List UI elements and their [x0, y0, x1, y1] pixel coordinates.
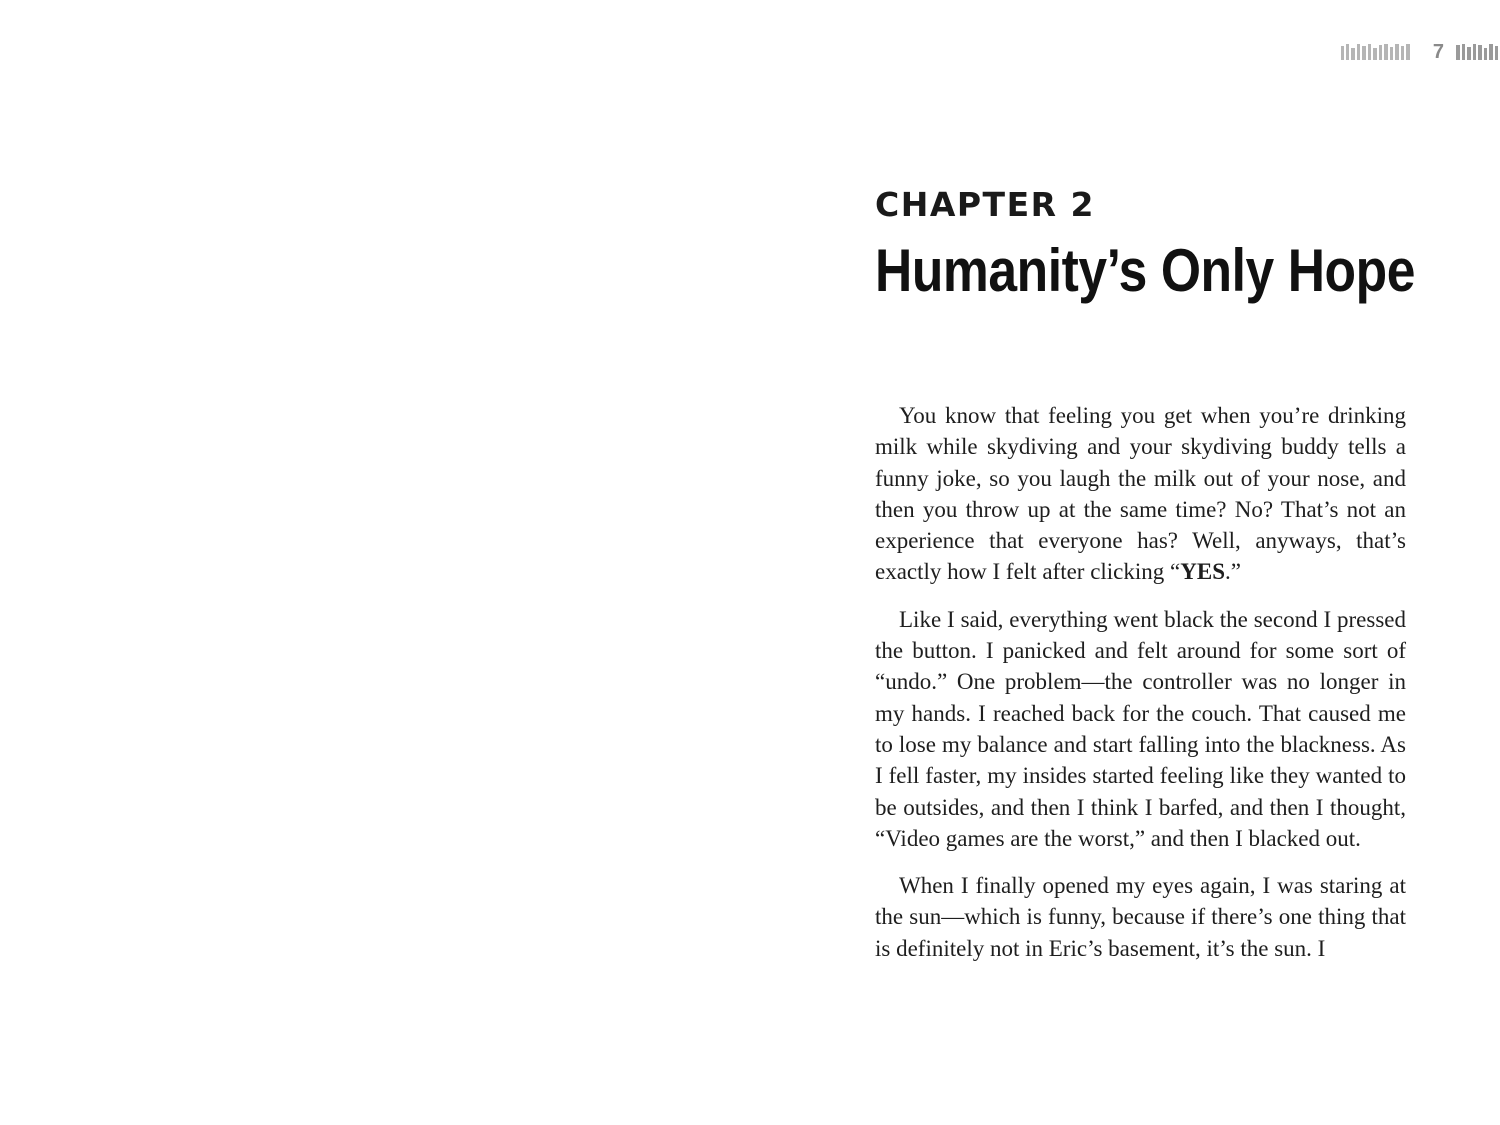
running-head-suffix-logo — [1456, 42, 1500, 62]
chapter-title: Humanity’s Only Hope — [875, 237, 1415, 304]
running-head — [1341, 40, 1500, 64]
paragraph-1-text: You know that feeling you get when you’re drinking milk while skydiving and your skydiving buddy tells a funny joke, so you laugh the milk out of your nose, and then you throw up at the same time? No? That’s not an experience that everyone has? Well, anyways, that’s exactly how I felt after clicking “ — [875, 403, 1406, 585]
running-head-title-logo — [1341, 42, 1411, 62]
chapter-body — [875, 400, 1406, 980]
paragraph-1 — [875, 400, 1406, 588]
paragraph-3: When I finally opened my eyes again, I was staring at the sun—which is funny, because if there’s one thing that is definitely not in Eric’s basement, it’s the sun. I — [875, 873, 1406, 961]
page-number-group — [1433, 41, 1500, 64]
chapter-label: CHAPTER 2 — [875, 185, 1095, 224]
bold-yes: YES — [1180, 559, 1225, 585]
paragraph-1-end: .” — [1225, 559, 1241, 585]
right-page — [750, 0, 1500, 1125]
paragraph-2: Like I said, everything went black the second I pressed the button. I panicked and felt around for some sort of “undo.” One problem—the controller was no longer in my hands. I reached back for the couch. That caused me to lose my balance and start falling into the blackness. As I fell faster, my insides started feeling like they wanted to be outsides, and then I think I barfed, and then I thought, “Video games are the worst,” and then I blacked out. — [875, 606, 1406, 851]
page-number: 7 — [1432, 40, 1444, 63]
